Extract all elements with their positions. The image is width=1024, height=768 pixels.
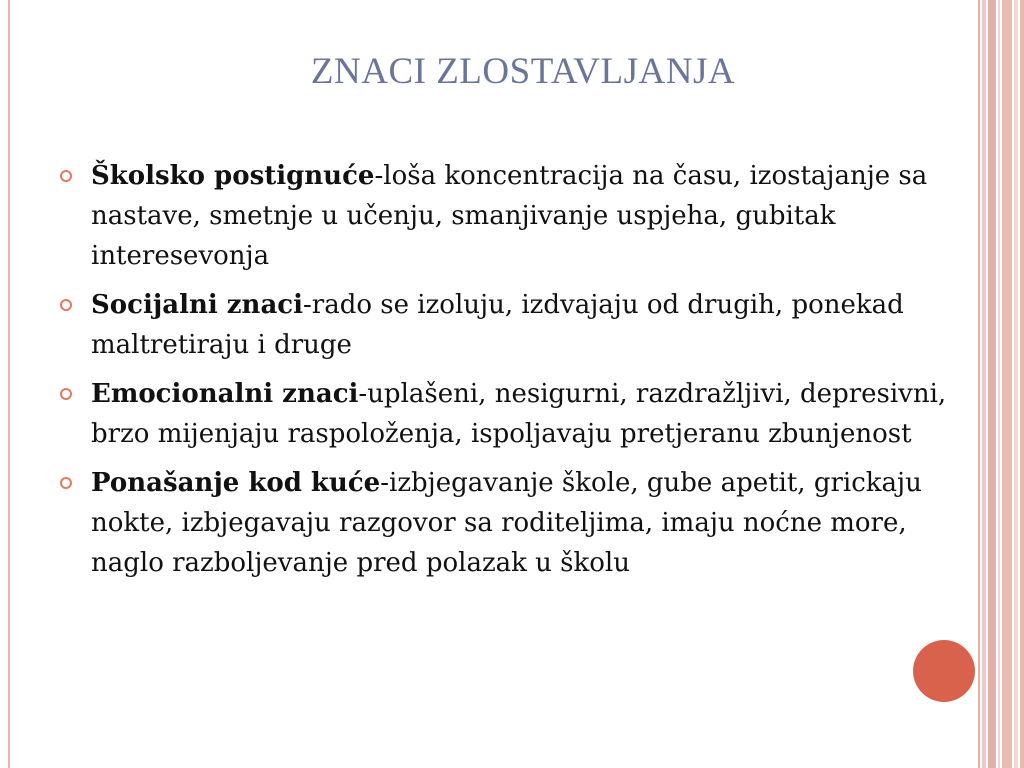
decorative-circle — [913, 640, 975, 702]
stripe — [978, 0, 980, 768]
ring-bullet-icon — [60, 170, 72, 182]
slide-title: ZNACI ZLOSTAVLJANJA — [310, 51, 736, 92]
stripe — [982, 0, 986, 768]
item-text: -loša koncentracija na času, izostajanje sa nastave, smetnje u učenju, smanjivanje uspjeha, gubitak interesevonja — [91, 161, 928, 271]
stripe — [988, 0, 996, 768]
item-text: -izbjegavanje škole, gube apetit, grickaju nokte, izbjegavaju razgovor sa roditeljima, imaju noćne more, naglo razboljevanje pred polazak u školu — [91, 468, 922, 578]
list-item — [60, 156, 960, 276]
ring-bullet-icon — [60, 299, 72, 311]
item-text: -rado se izoluju, izdvajaju od drugih, ponekad maltretiraju i druge — [91, 290, 904, 360]
stripe — [998, 0, 1000, 768]
ring-bullet-icon — [60, 388, 72, 400]
list-item — [60, 463, 960, 583]
stripe — [1002, 0, 1012, 768]
ring-bullet-icon — [60, 477, 72, 489]
item-text: -uplašeni, nesigurni, razdražljivi, depresivni, brzo mijenjaju raspoloženja, ispoljavaju pretjeranu zbunjenost — [91, 379, 947, 449]
left-border-line — [8, 0, 10, 768]
item-term: Emocionalni znaci — [91, 379, 359, 409]
list-item — [60, 374, 960, 454]
stripe — [1014, 0, 1018, 768]
bullet-list — [60, 156, 960, 592]
item-term: Ponašanje kod kuće — [91, 468, 381, 498]
right-decorative-stripes — [978, 0, 1024, 768]
stripe — [1020, 0, 1024, 768]
item-term: Socijalni znaci — [91, 290, 304, 320]
item-term: Školsko postignuće — [91, 161, 375, 191]
list-item — [60, 285, 960, 365]
